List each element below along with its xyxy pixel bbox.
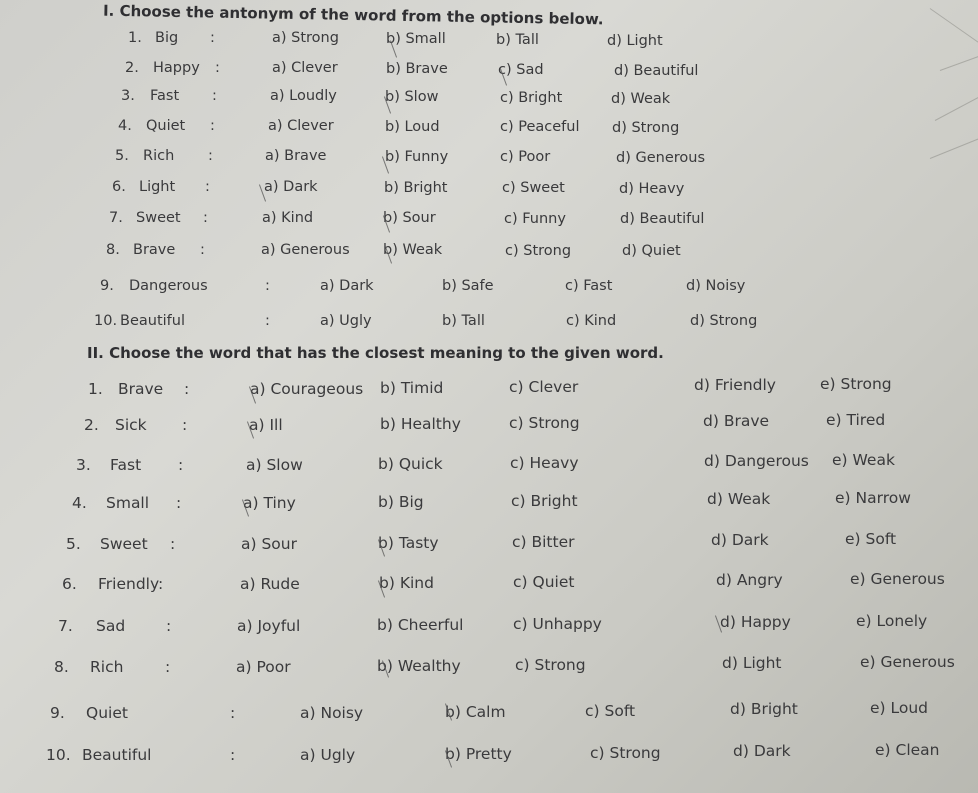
answer-option: e) Tired: [826, 411, 886, 430]
question-colon: :: [230, 746, 236, 764]
question-word: Sick: [115, 416, 147, 434]
answer-option: c) Poor: [500, 149, 551, 166]
question-colon: :: [166, 617, 172, 635]
question-word: Big: [155, 30, 179, 46]
answer-option: b) Cheerful: [377, 615, 464, 634]
answer-option: d) Quiet: [622, 243, 681, 259]
answer-option: c) Fast: [565, 278, 613, 294]
question-number: 4.: [118, 118, 132, 134]
page-edge-line: [930, 136, 978, 159]
question-number: 2.: [84, 416, 99, 434]
answer-option: d) Dangerous: [704, 452, 809, 471]
answer-option: d) Noisy: [686, 278, 746, 294]
answer-option: a) Kind: [262, 210, 314, 226]
answer-option: b) Slow: [385, 89, 439, 105]
question-number: 3.: [76, 456, 91, 474]
page-edge-line: [935, 92, 978, 121]
answer-option: c) Quiet: [513, 572, 575, 591]
answer-option: b) Tall: [496, 32, 539, 48]
answer-option: a) Strong: [272, 30, 339, 46]
answer-option: d) Generous: [616, 150, 705, 166]
answer-option: d) Brave: [703, 412, 770, 431]
question-word: Fast: [150, 88, 180, 104]
answer-option: d) Bright: [730, 700, 798, 719]
answer-option: a) Ugly: [300, 746, 356, 764]
question-number: 4.: [72, 494, 87, 512]
question-number: 5.: [115, 148, 129, 164]
answer-option: a) Slow: [246, 456, 303, 474]
answer-option: c) Strong: [515, 655, 586, 674]
answer-option: b) Small: [386, 31, 446, 47]
answer-option: d) Heavy: [619, 181, 685, 197]
answer-option: a) Loudly: [270, 88, 337, 104]
answer-option: c) Soft: [585, 701, 636, 720]
question-number: 10.: [46, 746, 71, 764]
question-number: 8.: [106, 242, 120, 258]
question-number: 6.: [62, 575, 77, 593]
answer-option: a) Clever: [272, 60, 338, 76]
question-word: Rich: [143, 148, 175, 164]
question-word: Beautiful: [120, 313, 185, 329]
question-word: Sweet: [100, 535, 148, 553]
question-colon: :: [178, 456, 184, 474]
answer-option: d) Dark: [711, 531, 769, 550]
answer-option: e) Clean: [875, 741, 940, 760]
question-word: Sweet: [136, 210, 181, 226]
answer-option: e) Generous: [850, 570, 945, 589]
question-colon: :: [210, 118, 215, 134]
answer-option: a) Clever: [268, 118, 334, 134]
question-word: Happy: [153, 60, 200, 76]
answer-option: b) Kind: [379, 573, 434, 592]
answer-option: c) Strong: [590, 743, 661, 762]
question-colon: :: [210, 30, 215, 46]
answer-option: b) Healthy: [380, 414, 461, 433]
answer-option: b) Funny: [385, 148, 449, 165]
answer-option: d) Angry: [716, 571, 783, 590]
answer-option: a) Poor: [236, 658, 291, 676]
question-word: Quiet: [146, 118, 186, 134]
answer-option: c) Strong: [509, 413, 580, 432]
question-colon: :: [165, 658, 171, 676]
question-word: Friendly:: [98, 575, 164, 593]
question-colon: :: [215, 60, 220, 76]
answer-option: d) Beautiful: [614, 63, 699, 79]
answer-option: d) Friendly: [694, 376, 776, 395]
answer-option: e) Lonely: [856, 612, 928, 631]
question-word: Brave: [118, 380, 164, 398]
question-colon: :: [182, 416, 188, 434]
question-colon: :: [205, 179, 210, 195]
answer-option: e) Narrow: [835, 489, 911, 508]
answer-option: b) Sour: [383, 210, 436, 227]
question-number: 5.: [66, 535, 81, 553]
question-colon: :: [170, 535, 176, 553]
answer-option: e) Generous: [860, 653, 955, 672]
answer-option: c) Strong: [505, 242, 572, 259]
answer-option: c) Kind: [566, 313, 617, 329]
question-colon: :: [208, 148, 213, 164]
question-number: 6.: [112, 179, 126, 195]
answer-option: b) Loud: [385, 118, 440, 135]
question-number: 9.: [50, 704, 65, 722]
question-word: Brave: [133, 242, 176, 258]
question-number: 2.: [125, 60, 139, 76]
question-number: 1.: [128, 30, 142, 46]
answer-option: a) Dark: [264, 179, 318, 195]
answer-option: a) Rude: [240, 575, 300, 593]
question-colon: :: [203, 210, 208, 226]
answer-option: b) Calm: [445, 702, 506, 721]
answer-option: b) Tall: [442, 313, 485, 329]
answer-option: b) Tasty: [378, 533, 439, 552]
answer-option: b) Wealthy: [377, 656, 461, 675]
question-colon: :: [212, 88, 217, 104]
answer-option: d) Strong: [690, 313, 758, 329]
answer-option: a) Generous: [261, 242, 350, 258]
answer-option: d) Happy: [720, 613, 791, 632]
answer-option: a) Joyful: [237, 617, 301, 635]
answer-option: c) Bitter: [512, 532, 575, 551]
section-1-heading: I. Choose the antonym of the word from the options below.: [102, 1, 604, 29]
answer-option: c) Bright: [500, 90, 563, 106]
question-number: 7.: [58, 617, 73, 635]
answer-option: a) Ugly: [320, 313, 372, 329]
answer-option: a) Brave: [265, 148, 327, 164]
question-word: Beautiful: [82, 746, 152, 764]
answer-option: c) Peaceful: [500, 119, 580, 136]
answer-option: a) Sour: [241, 535, 297, 553]
page-edge-line: [940, 50, 978, 71]
answer-option: a) Noisy: [300, 704, 364, 722]
answer-option: b) Pretty: [445, 744, 512, 763]
answer-option: b) Quick: [378, 454, 443, 473]
question-number: 10.: [94, 313, 118, 329]
question-word: Dangerous: [129, 278, 208, 294]
answer-option: e) Loud: [870, 699, 929, 718]
answer-option: e) Soft: [845, 530, 897, 549]
answer-option: c) Unhappy: [513, 614, 602, 633]
question-colon: :: [230, 704, 236, 722]
question-number: 3.: [121, 88, 135, 104]
question-colon: :: [265, 313, 270, 329]
section-2-heading: II. Choose the word that has the closest meaning to the given word.: [87, 344, 664, 362]
answer-option: b) Timid: [380, 378, 444, 397]
question-word: Quiet: [86, 704, 128, 722]
answer-option: e) Weak: [832, 451, 895, 470]
answer-option: b) Safe: [442, 278, 494, 294]
question-word: Small: [106, 494, 150, 512]
answer-option: c) Sad: [498, 62, 544, 78]
question-colon: :: [200, 242, 205, 258]
question-colon: :: [176, 494, 182, 512]
answer-option: d) Light: [722, 654, 782, 673]
question-colon: :: [265, 278, 270, 294]
answer-option: e) Strong: [820, 375, 892, 394]
answer-option: c) Funny: [504, 210, 566, 227]
question-word: Rich: [90, 658, 124, 676]
answer-option: a) Dark: [320, 278, 374, 294]
answer-option: d) Strong: [612, 120, 680, 136]
answer-option: d) Beautiful: [620, 211, 705, 227]
page-edge-line: [930, 8, 978, 49]
answer-option: b) Weak: [383, 242, 443, 259]
answer-option: a) Ill: [249, 416, 283, 434]
answer-option: b) Bright: [384, 179, 448, 196]
answer-option: d) Light: [607, 33, 663, 49]
answer-option: a) Courageous: [250, 380, 364, 398]
question-number: 7.: [109, 210, 123, 226]
question-number: 8.: [54, 658, 69, 676]
question-word: Sad: [96, 617, 126, 635]
answer-option: c) Sweet: [502, 180, 565, 197]
answer-option: d) Weak: [707, 490, 771, 509]
answer-option: b) Big: [378, 492, 424, 511]
question-word: Light: [139, 179, 176, 195]
question-word: Fast: [110, 456, 142, 474]
question-colon: :: [184, 380, 190, 398]
question-number: 1.: [88, 380, 103, 398]
answer-option: c) Bright: [511, 491, 578, 510]
answer-option: a) Tiny: [243, 494, 296, 512]
question-number: 9.: [100, 278, 114, 294]
answer-option: b) Brave: [386, 61, 448, 77]
answer-option: c) Heavy: [510, 453, 579, 472]
answer-option: d) Weak: [611, 91, 671, 107]
answer-option: d) Dark: [733, 742, 791, 761]
answer-option: c) Clever: [509, 377, 579, 396]
